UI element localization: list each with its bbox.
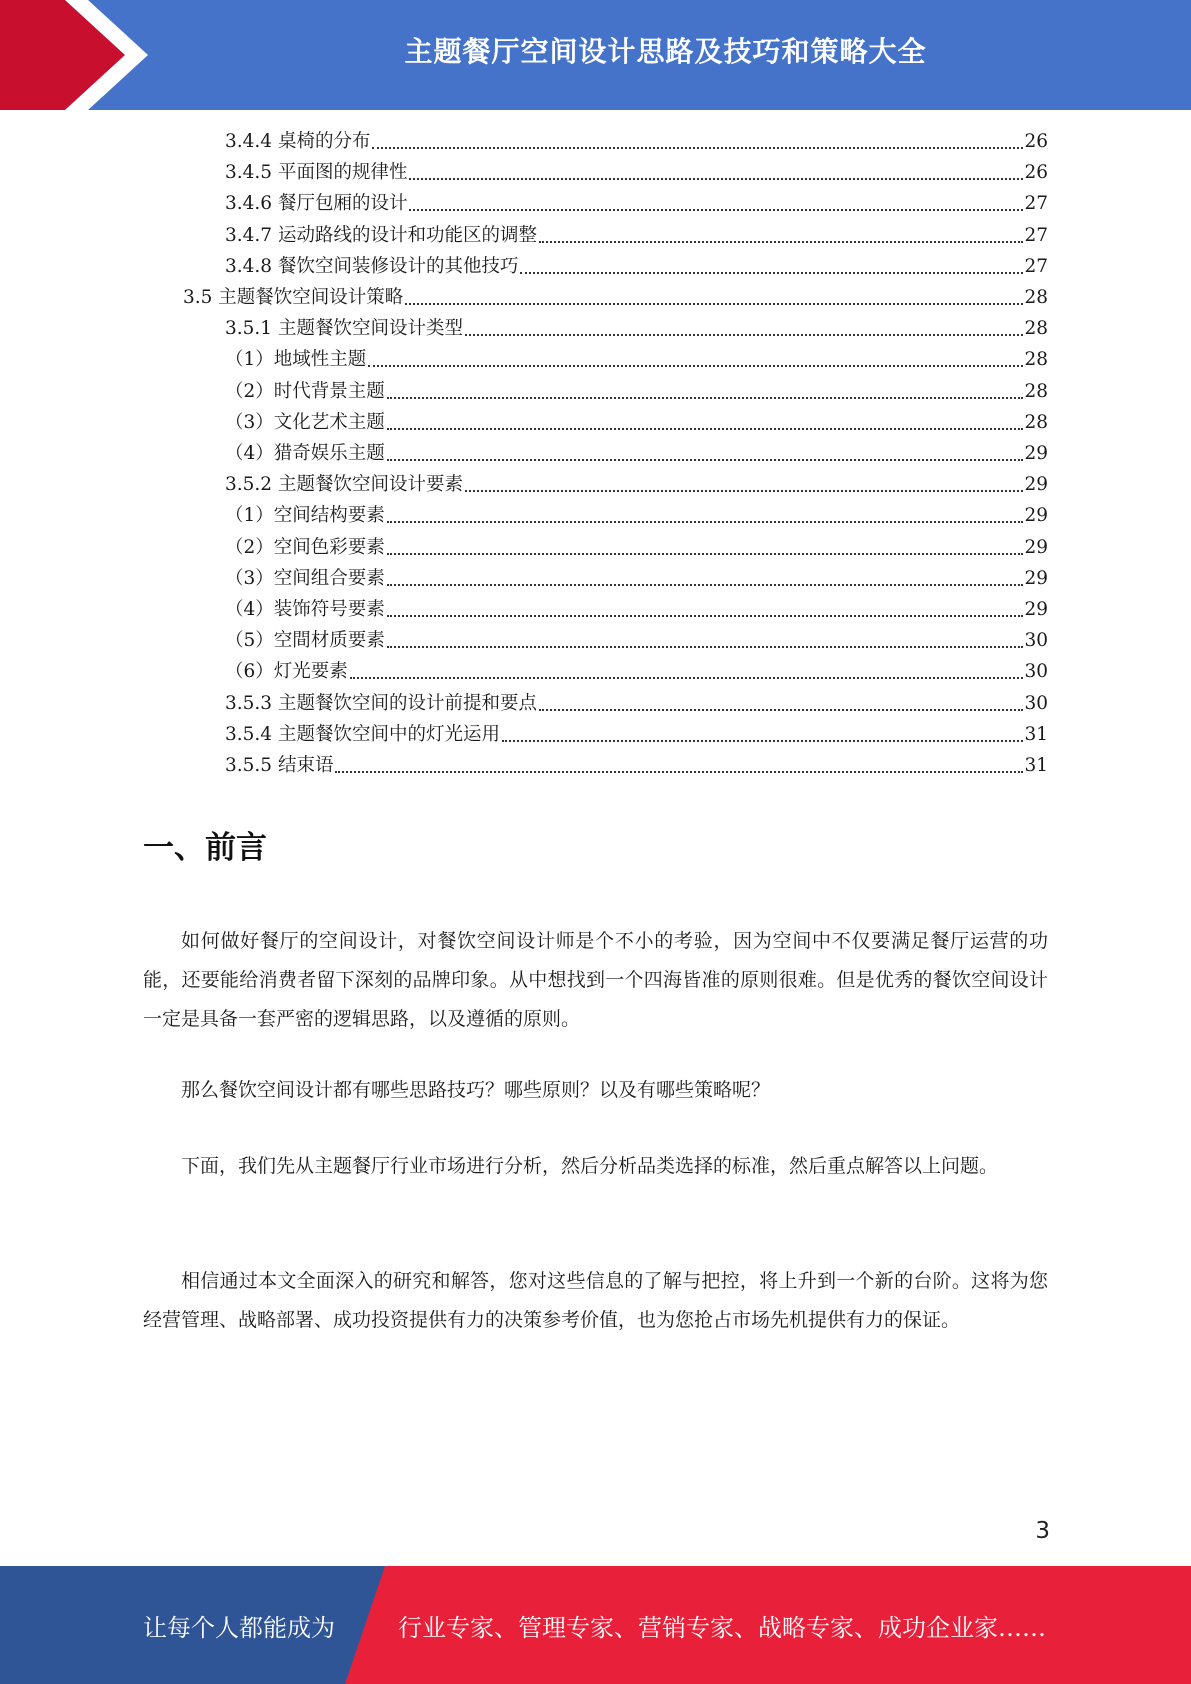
- toc-dot-leader: [335, 771, 1023, 773]
- toc-entry-label: （5）空間材质要素: [225, 630, 385, 652]
- toc-entry[interactable]: [225, 376, 1048, 407]
- toc-dot-leader: [368, 365, 1023, 367]
- toc-entry-page: 28: [1024, 318, 1048, 340]
- toc-dot-leader: [465, 490, 1023, 492]
- toc-entry[interactable]: [225, 563, 1048, 594]
- toc-dot-leader: [405, 303, 1023, 305]
- toc-entry-page: 26: [1024, 131, 1048, 152]
- toc-dot-leader: [387, 459, 1024, 461]
- footer-slogan-left: 让每个人都能成为: [143, 1613, 335, 1642]
- toc-dot-leader: [520, 272, 1023, 274]
- toc-dot-leader: [387, 397, 1024, 399]
- page-footer: [0, 1566, 1191, 1684]
- toc-dot-leader: [409, 178, 1023, 180]
- document-title: 主题餐厅空间设计思路及技巧和策略大全: [404, 35, 927, 68]
- toc-entry-page: 27: [1024, 224, 1048, 246]
- section-heading: 一、前言: [143, 830, 267, 866]
- toc-entry-page: 31: [1024, 723, 1048, 745]
- toc-entry[interactable]: [225, 344, 1048, 375]
- page-header: [0, 0, 1191, 110]
- toc-entry-label: （2）时代背景主题: [225, 380, 385, 402]
- toc-dot-leader: [387, 615, 1024, 617]
- paragraph-4: 相信通过本文全面深入的研究和解答，您对这些信息的了解与把控，将上升到一个新的台阶。这将为您经营管理、战略部署、成功投资提供有力的决策参考价值，也为您抢占市场先机提供有力的保证。: [143, 1270, 1048, 1331]
- toc-entry[interactable]: [183, 282, 1048, 313]
- toc-entry-label: 3.5.1 主题餐饮空间设计类型: [225, 318, 463, 340]
- toc-dot-leader: [387, 584, 1024, 586]
- paragraph-1: 如何做好餐厅的空间设计，对餐饮空间设计师是个不小的考验，因为空间中不仅要满足餐厅运营的功能，还要能给消费者留下深刻的品牌印象。从中想找到一个四海皆准的原则很难。但是优秀的餐饮空间设计一定是具备一套严密的逻辑思路，以及遵循的原则。: [143, 930, 1048, 1030]
- toc-entry-page: 29: [1024, 536, 1048, 558]
- toc-entry[interactable]: [225, 500, 1048, 531]
- toc-entry-page: 27: [1024, 193, 1048, 215]
- toc-entry[interactable]: [225, 313, 1048, 344]
- toc-entry[interactable]: [225, 625, 1048, 656]
- toc-entry[interactable]: [225, 750, 1048, 781]
- toc-entry[interactable]: [225, 438, 1048, 469]
- toc-entry-page: 29: [1024, 443, 1048, 464]
- toc-entry[interactable]: [225, 251, 1048, 282]
- toc-dot-leader: [387, 553, 1024, 555]
- toc-entry-page: 28: [1024, 411, 1048, 433]
- toc-entry-label: 3.4.8 餐饮空间装修设计的其他技巧: [225, 255, 519, 277]
- toc-dot-leader: [387, 428, 1024, 430]
- toc-dot-leader: [372, 147, 1023, 149]
- toc-entry-label: 3.5 主题餐饮空间设计策略: [183, 287, 404, 308]
- toc-entry[interactable]: [225, 157, 1048, 188]
- toc-entry[interactable]: [225, 469, 1048, 500]
- toc-entry-page: 30: [1024, 661, 1048, 683]
- toc-entry-page: 29: [1024, 567, 1048, 589]
- toc-entry-page: 28: [1024, 287, 1048, 308]
- toc-entry-page: 31: [1024, 755, 1048, 776]
- toc-dot-leader: [387, 521, 1024, 523]
- toc-entry-label: （2）空间色彩要素: [225, 536, 385, 558]
- toc-entry[interactable]: [225, 188, 1048, 219]
- toc-entry[interactable]: [225, 688, 1048, 719]
- toc-entry-label: （3）文化艺术主题: [225, 411, 385, 433]
- toc-entry-page: 29: [1024, 474, 1048, 496]
- page-number: 3: [1035, 1518, 1050, 1544]
- toc-entry[interactable]: [225, 594, 1048, 625]
- toc-dot-leader: [502, 740, 1023, 742]
- toc-entry[interactable]: [225, 656, 1048, 687]
- toc-entry-label: （3）空间组合要素: [225, 567, 385, 589]
- toc-entry-label: （1）空间结构要素: [225, 505, 385, 527]
- toc-entry-page: 28: [1024, 380, 1048, 402]
- toc-entry-label: （1）地域性主题: [225, 349, 367, 371]
- toc-entry[interactable]: [225, 220, 1048, 251]
- toc-entry-label: 3.4.5 平面图的规律性: [225, 162, 408, 184]
- toc-entry-page: 30: [1024, 630, 1048, 652]
- toc-entry-label: （4）装饰符号要素: [225, 599, 385, 620]
- toc-entry[interactable]: [225, 407, 1048, 438]
- toc-entry-label: 3.4.6 餐厅包厢的设计: [225, 193, 408, 215]
- toc-entry-label: （4）猎奇娱乐主题: [225, 443, 385, 464]
- toc-entry-page: 29: [1024, 505, 1048, 527]
- toc-entry-page: 27: [1024, 255, 1048, 277]
- paragraph-2: 那么餐饮空间设计都有哪些思路技巧？哪些原则？以及有哪些策略呢？: [181, 1079, 771, 1101]
- paragraph-3: 下面，我们先从主题餐厅行业市场进行分析，然后分析品类选择的标准，然后重点解答以上问题。: [181, 1155, 999, 1177]
- toc-dot-leader: [539, 709, 1023, 711]
- toc-entry[interactable]: [225, 532, 1048, 563]
- toc-dot-leader: [539, 241, 1023, 243]
- toc-dot-leader: [465, 334, 1023, 336]
- toc-entry-page: 28: [1024, 349, 1048, 371]
- toc-entry-page: 26: [1024, 162, 1048, 184]
- toc-entry-label: 3.4.4 桌椅的分布: [225, 131, 371, 152]
- toc-entry-page: 29: [1024, 599, 1048, 620]
- toc-entry-label: 3.4.7 运动路线的设计和功能区的调整: [225, 224, 537, 246]
- toc-entry-label: 3.5.2 主题餐饮空间设计要素: [225, 474, 463, 496]
- toc-entry[interactable]: [225, 126, 1048, 157]
- toc-entry-label: 3.5.4 主题餐饮空间中的灯光运用: [225, 723, 500, 745]
- toc-entry-page: 30: [1024, 692, 1048, 714]
- toc-dot-leader: [387, 646, 1024, 648]
- toc-dot-leader: [409, 209, 1023, 211]
- toc-entry-label: （6）灯光要素: [225, 661, 348, 683]
- toc-entry-label: 3.5.3 主题餐饮空间的设计前提和要点: [225, 692, 537, 714]
- toc-dot-leader: [350, 677, 1024, 679]
- footer-slogan-right: 行业专家、管理专家、营销专家、战略专家、成功企业家……: [398, 1613, 1046, 1642]
- toc-entry-label: 3.5.5 结束语: [225, 755, 334, 776]
- toc-entry[interactable]: [225, 719, 1048, 750]
